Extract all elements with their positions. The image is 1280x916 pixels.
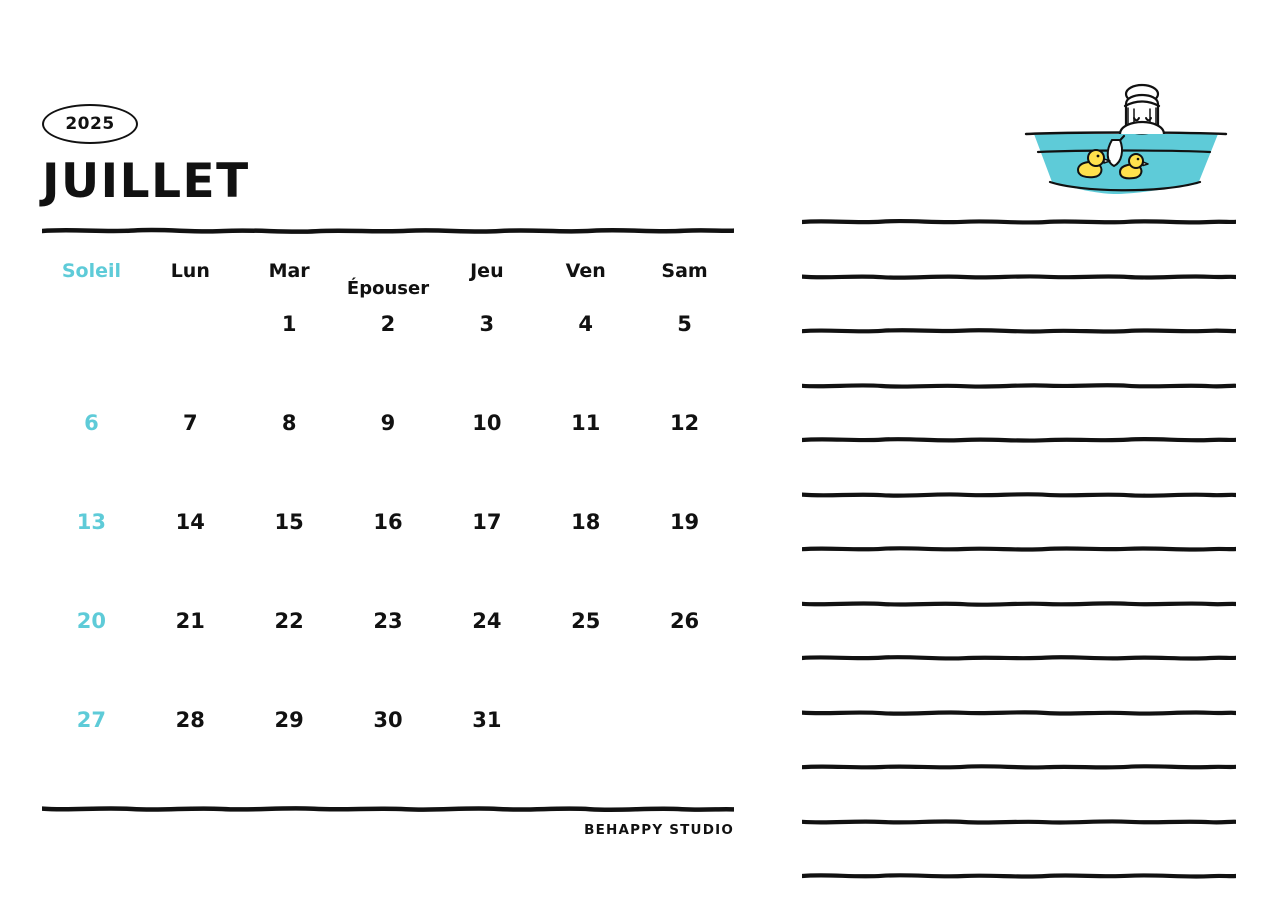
note-line[interactable] [802, 382, 1236, 389]
day-cell[interactable]: 10 [472, 411, 502, 435]
note-line[interactable] [802, 436, 1236, 443]
day-cell[interactable]: 4 [578, 312, 594, 336]
calendar-panel [42, 104, 734, 838]
day-cell[interactable]: 23 [373, 609, 403, 633]
day-cell[interactable]: 31 [472, 708, 502, 732]
note-line[interactable] [802, 218, 1236, 225]
day-cell [141, 304, 240, 403]
note-line[interactable] [802, 818, 1236, 825]
note-line[interactable] [802, 763, 1236, 770]
day-cell[interactable]: 6 [84, 411, 99, 435]
header-divider [42, 227, 734, 234]
day-cell[interactable]: 26 [669, 609, 700, 633]
day-cell[interactable]: 28 [175, 708, 205, 732]
days-grid [42, 304, 734, 799]
day-cell[interactable]: 29 [274, 708, 304, 732]
weekday-tue: Mar [268, 260, 310, 282]
note-line[interactable] [802, 491, 1236, 498]
note-line[interactable] [802, 327, 1236, 334]
day-cell[interactable]: 18 [571, 510, 601, 534]
note-line[interactable] [802, 872, 1236, 879]
year-label: 2025 [65, 114, 115, 134]
day-cell [536, 700, 635, 799]
note-line[interactable] [802, 600, 1236, 607]
day-cell [42, 304, 141, 403]
day-cell[interactable]: 3 [479, 312, 495, 336]
weekday-mon: Lun [170, 260, 210, 282]
weekday-fri: Ven [565, 260, 606, 282]
month-title: JUILLET [42, 154, 250, 209]
day-cell[interactable]: 2 [380, 312, 396, 336]
day-cell[interactable]: 13 [76, 510, 107, 534]
day-cell[interactable]: 7 [182, 411, 198, 435]
note-line[interactable] [802, 709, 1236, 716]
weekday-sun: Soleil [61, 260, 121, 282]
girl-in-pool-with-rubber-ducks-illustration [1020, 78, 1232, 206]
note-line[interactable] [802, 545, 1236, 552]
note-line[interactable] [802, 273, 1236, 280]
footer-divider [42, 805, 734, 812]
notes-panel [802, 218, 1236, 879]
day-cell[interactable]: 15 [274, 510, 304, 534]
day-cell[interactable]: 8 [281, 411, 297, 435]
weekday-thu: Jeu [470, 260, 504, 282]
day-cell[interactable]: 11 [571, 411, 601, 435]
day-cell[interactable]: 9 [380, 411, 396, 435]
day-cell [635, 700, 734, 799]
day-cell[interactable]: 14 [175, 510, 205, 534]
day-cell[interactable]: 20 [76, 609, 107, 633]
day-cell[interactable]: 21 [175, 609, 205, 633]
day-cell[interactable]: 17 [472, 510, 502, 534]
day-cell[interactable]: 27 [76, 708, 107, 732]
year-badge [42, 104, 138, 144]
weekday-wed: Épouser [346, 278, 430, 299]
day-cell[interactable]: 5 [677, 312, 692, 336]
note-line[interactable] [802, 654, 1236, 661]
day-cell[interactable]: 30 [373, 708, 403, 732]
weekday-sat: Sam [661, 260, 708, 282]
day-cell[interactable]: 1 [281, 312, 297, 336]
studio-credit: BEHAPPY STUDIO [584, 822, 734, 838]
day-cell[interactable]: 16 [373, 510, 403, 534]
weekday-header-row [42, 260, 734, 299]
day-cell[interactable]: 25 [571, 609, 601, 633]
day-cell[interactable]: 24 [472, 609, 502, 633]
day-cell[interactable]: 19 [669, 510, 700, 534]
day-cell[interactable]: 22 [274, 609, 304, 633]
day-cell[interactable]: 12 [669, 411, 700, 435]
